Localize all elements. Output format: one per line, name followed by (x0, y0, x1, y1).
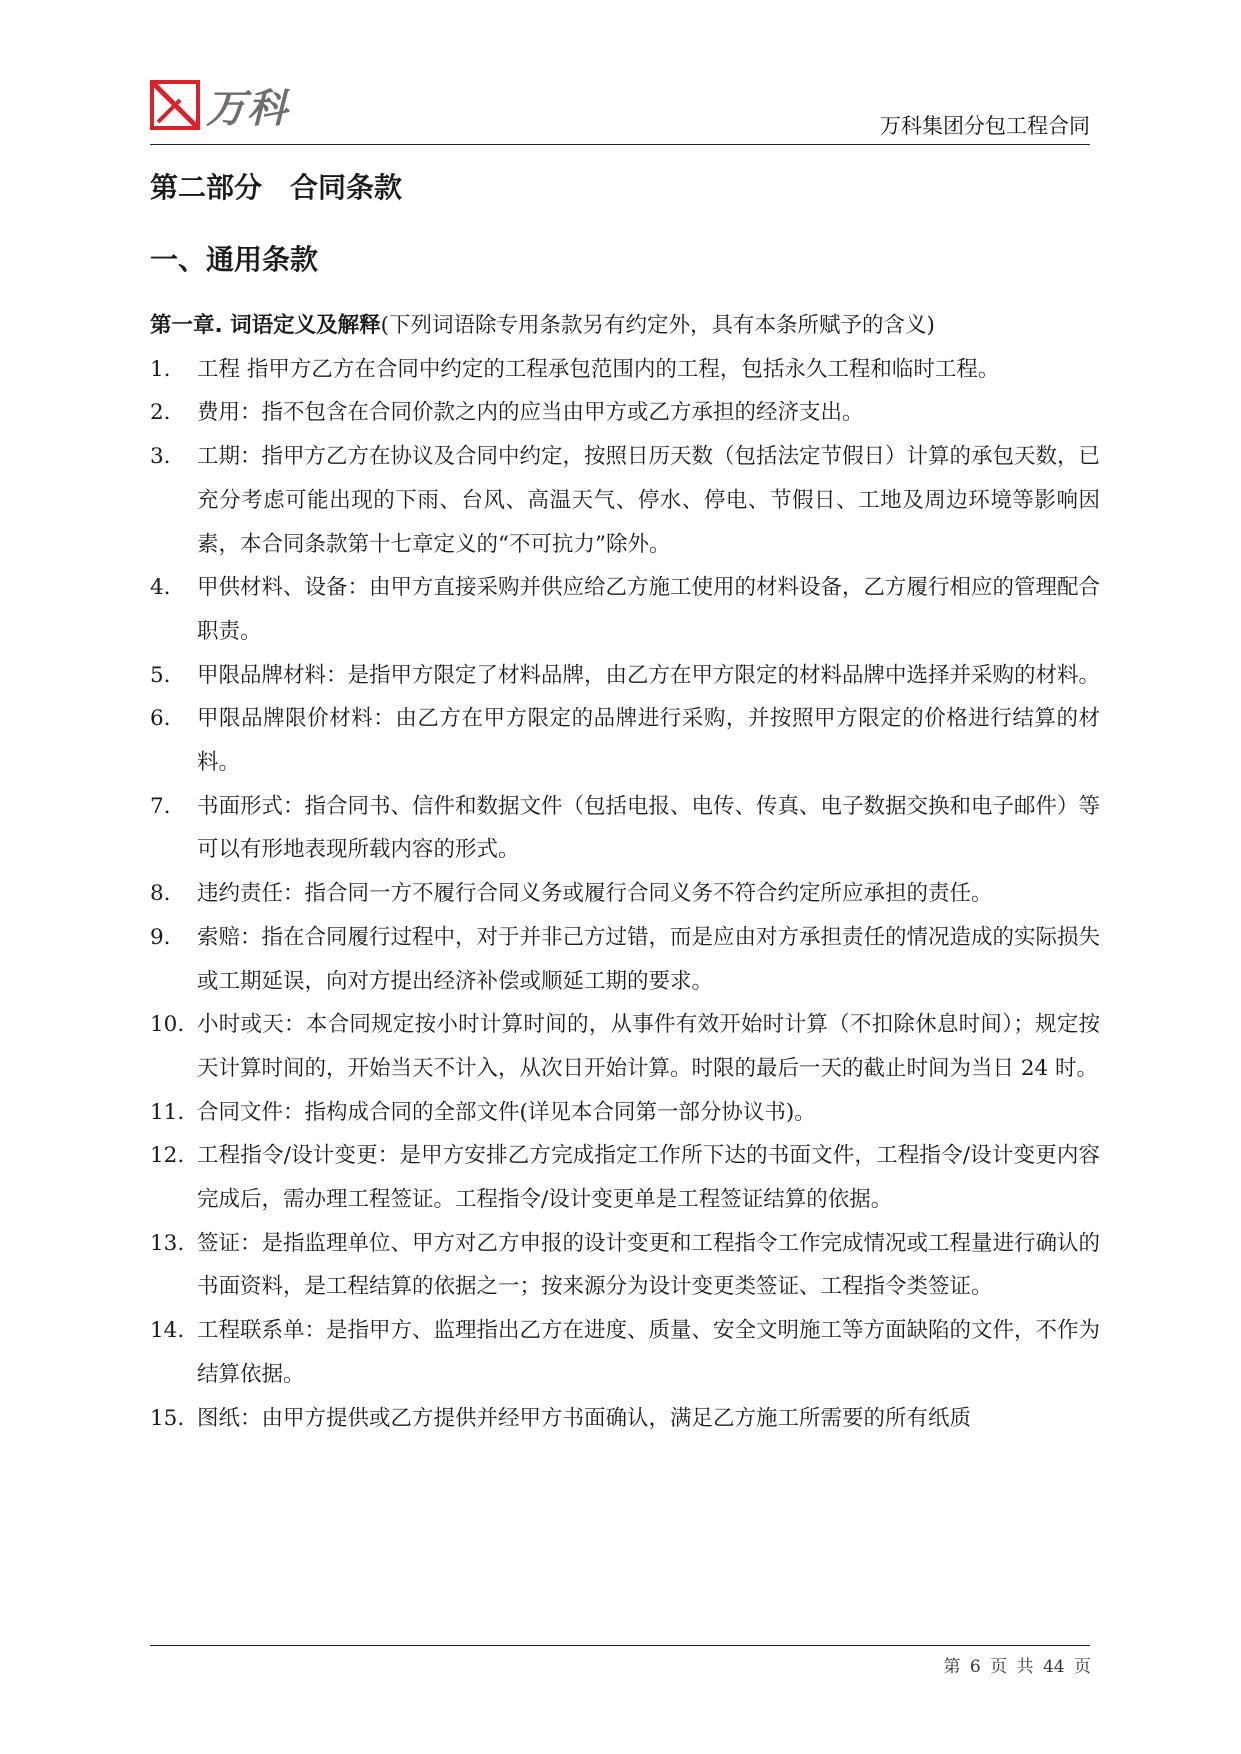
definition-item (150, 1222, 1100, 1309)
item-text: 签证：是指监理单位、甲方对乙方申报的设计变更和工程指令工作完成情况或工程量进行确认的书面资料，是工程结算的依据之一；按来源分为设计变更类签证、工程指令类签证。 (197, 1230, 1101, 1300)
item-text: 甲供材料、设备：由甲方直接采购并供应给乙方施工使用的材料设备，乙方履行相应的管理配合职责。 (197, 575, 1101, 644)
chapter-note: (下列词语除专用条款另有约定外，具有本条所赋予的含义) (380, 313, 935, 338)
document-body (150, 160, 1100, 1440)
definition-item (150, 1091, 1100, 1135)
vanke-logo-icon (150, 80, 200, 130)
item-number: 9. (150, 924, 171, 950)
item-number: 12. (150, 1143, 185, 1169)
item-text: 工期：指甲方乙方在协议及合同中约定，按照日历天数（包括法定节假日）计算的承包天数，已充分考虑可能出现的下雨、台风、高温天气、停水、停电、节假日、工地及周边环境等影响因素，本合同条款第十七章定义的“不可抗力”除外。 (197, 444, 1101, 557)
logo-text: 万科 (206, 85, 288, 132)
item-number: 15. (150, 1405, 185, 1431)
item-number: 10. (150, 1012, 185, 1038)
item-text: 费用：指不包含在合同价款之内的应当由甲方或乙方承担的经济支出。 (197, 400, 864, 426)
definition-item (150, 1397, 1100, 1441)
definitions-list (150, 348, 1100, 1441)
item-text: 索赔：指在合同履行过程中，对于并非己方过错，而是应由对方承担责任的情况造成的实际损失或工期延误，向对方提出经济补偿或顺延工期的要求。 (197, 924, 1101, 994)
item-text: 工程指令/设计变更：是甲方安排乙方完成指定工作所下达的书面文件，工程指令/设计变更内容完成后，需办理工程签证。工程指令/设计变更单是工程签证结算的依据。 (197, 1143, 1100, 1213)
item-number: 6. (150, 706, 171, 732)
item-text: 工程联系单：是指甲方、监理指出乙方在进度、质量、安全文明施工等方面缺陷的文件，不作为结算依据。 (197, 1318, 1101, 1387)
item-text: 图纸：由甲方提供或乙方提供并经甲方书面确认，满足乙方施工所需要的所有纸质 (197, 1405, 972, 1431)
item-number: 5. (150, 662, 171, 688)
chapter-heading (150, 304, 1100, 348)
section-title: 一、通用条款 (150, 243, 319, 276)
definition-item (150, 391, 1100, 435)
definition-item (150, 1134, 1100, 1221)
item-number: 2. (150, 400, 171, 426)
item-text: 工程 指甲方乙方在合同中约定的工程承包范围内的工程，包括永久工程和临时工程。 (197, 356, 1000, 382)
definition-item (150, 654, 1100, 698)
item-text: 甲限品牌材料：是指甲方限定了材料品牌，由乙方在甲方限定的材料品牌中选择并采购的材料。 (197, 662, 1101, 688)
item-text: 合同文件：指构成合同的全部文件(详见本合同第一部分协议书)。 (197, 1099, 816, 1125)
item-text: 小时或天：本合同规定按小时计算时间的，从事件有效开始时计算（不扣除休息时间）；规定按天计算时间的，开始当天不计入，从次日开始计算。时限的最后一天的截止时间为当日 24 时。 (197, 1012, 1100, 1081)
definition-item (150, 566, 1100, 653)
item-number: 3. (150, 444, 171, 470)
page-header (150, 76, 1090, 145)
definition-item (150, 785, 1100, 872)
item-text: 违约责任：指合同一方不履行合同义务或履行合同义务不符合约定所应承担的责任。 (197, 881, 993, 907)
footer-divider (150, 1645, 1090, 1646)
part-title: 第二部分 合同条款 (150, 171, 403, 204)
definition-item (150, 916, 1100, 1003)
definition-item (150, 435, 1100, 566)
document-header-title: 万科集团分包工程合同 (880, 114, 1090, 138)
item-number: 13. (150, 1230, 185, 1256)
definition-item (150, 348, 1100, 392)
definition-item (150, 1309, 1100, 1396)
item-text: 甲限品牌限价材料：由乙方在甲方限定的品牌进行采购，并按照甲方限定的价格进行结算的材料。 (197, 706, 1100, 776)
item-number: 4. (150, 575, 171, 601)
page-number: 第 6 页 共 44 页 (943, 1657, 1091, 1677)
chapter-title: 第一章. 词语定义及解释 (150, 313, 381, 338)
item-number: 14. (150, 1318, 185, 1344)
definition-item (150, 872, 1100, 916)
item-number: 7. (150, 793, 171, 819)
definition-item (150, 1003, 1100, 1090)
item-number: 1. (150, 356, 171, 382)
definition-item (150, 697, 1100, 784)
vanke-logo (150, 76, 288, 134)
item-number: 11. (150, 1099, 185, 1125)
item-number: 8. (150, 881, 171, 907)
item-text: 书面形式：指合同书、信件和数据文件（包括电报、电传、传真、电子数据交换和电子邮件）等可以有形地表现所载内容的形式。 (197, 793, 1101, 863)
